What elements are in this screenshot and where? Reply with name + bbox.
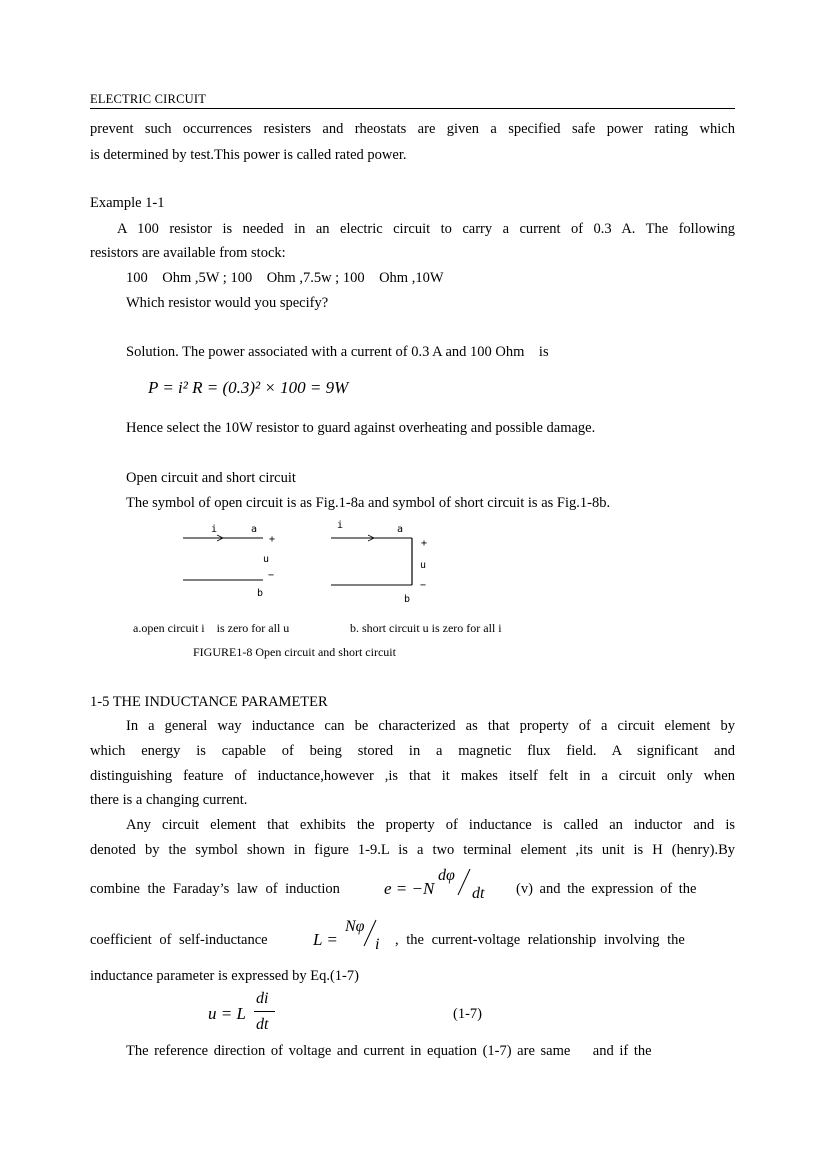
p2-line-5: inductance parameter is expressed by Eq.(1-7)	[90, 968, 359, 984]
open-label-a: a	[251, 524, 258, 535]
example-line-1: A 100 resistor is needed in an electric circuit to carry a current of 0.3 A. The following	[117, 221, 735, 237]
p2-line-2: denoted by the symbol shown in figure 1-9.L is a two terminal element ,its unit is H (henry).By	[90, 842, 735, 858]
open-label-b: b	[257, 588, 264, 599]
example-question: Which resistor would you specify?	[126, 295, 329, 311]
inductance-eq-numerator: Nφ	[345, 918, 365, 935]
eq-1-7-numerator: di	[256, 990, 269, 1007]
solution-line: Solution. The power associated with a current of 0.3 A and 100 Ohm is	[126, 344, 549, 360]
p1-line-2: which energy is capable of being stored in a magnetic flux field. A significant and	[90, 743, 735, 759]
example-line-2: resistors are available from stock:	[90, 245, 286, 261]
p1-line-3: distinguishing feature of inductance,however ,is that it makes itself felt in a circuit only when	[90, 768, 735, 784]
running-header: ELECTRIC CIRCUIT	[90, 92, 207, 106]
eq-1-7-lhs: u = L	[208, 1004, 246, 1023]
intro-line-1: prevent such occurrences resisters and rheostats are given a specified safe power rating which	[90, 121, 735, 137]
solution-conclusion: Hence select the 10W resistor to guard against overheating and possible damage.	[126, 420, 596, 436]
short-label-i: i	[337, 520, 344, 531]
p2-line-3a: combine the Faraday’s law of induction	[90, 881, 340, 897]
p1-line-4: there is a changing current.	[90, 792, 248, 808]
figure-caption-a: a.open circuit i is zero for all u	[133, 621, 290, 635]
open-label-u: u	[263, 554, 270, 565]
short-label-minus: −	[420, 580, 427, 591]
inductance-eq-lhs: L =	[313, 930, 338, 949]
section-title: 1-5 THE INDUCTANCE PARAMETER	[90, 694, 328, 710]
short-circuit-symbol	[331, 520, 427, 605]
p2-line-4b: , the current-voltage relationship involving the	[395, 932, 685, 948]
figure-caption-b: b. short circuit u is zero for all i	[350, 621, 502, 635]
open-label-plus: +	[269, 534, 276, 545]
p2-line-4a: coefficient of self-inductance	[90, 932, 268, 948]
open-label-i: i	[211, 524, 218, 535]
open-short-text: The symbol of open circuit is as Fig.1-8a and symbol of short circuit is as Fig.1-8b.	[126, 495, 611, 511]
eq-1-7-fraction-bar	[254, 1011, 275, 1012]
example-title: Example 1-1	[90, 195, 165, 211]
faraday-fraction-slash	[456, 868, 472, 896]
figure-1-8-diagram	[175, 518, 445, 608]
eq-1-7-tag: (1-7)	[453, 1006, 482, 1022]
open-short-title: Open circuit and short circuit	[126, 470, 296, 486]
faraday-eq-lhs: e = −N	[384, 879, 435, 898]
figure-caption: FIGURE1-8 Open circuit and short circuit	[193, 645, 396, 659]
short-label-a: a	[397, 524, 404, 535]
open-label-minus: −	[268, 570, 275, 581]
p1-line-1: In a general way inductance can be characterized as that property of a circuit element by	[126, 718, 735, 734]
short-label-plus: +	[421, 538, 428, 549]
faraday-eq-denominator: dt	[472, 885, 485, 902]
p3-line: The reference direction of voltage and current in equation (1-7) are same and if the	[126, 1043, 652, 1059]
example-options: 100 Ohm ,5W ; 100 Ohm ,7.5w ; 100 Ohm ,10W	[126, 270, 444, 286]
p2-line-3b: (v) and the expression of the	[516, 881, 697, 897]
short-label-b: b	[404, 594, 411, 605]
intro-line-2: is determined by test.This power is called rated power.	[90, 147, 407, 163]
power-equation: P = i² R = (0.3)² × 100 = 9W	[148, 378, 349, 397]
inductance-eq-denominator: i	[375, 936, 380, 953]
short-label-u: u	[420, 560, 427, 571]
header-rule	[90, 108, 735, 109]
p2-line-1: Any circuit element that exhibits the property of inductance is called an inductor and is	[126, 817, 735, 833]
open-circuit-symbol	[183, 524, 275, 599]
eq-1-7-denominator: dt	[256, 1016, 269, 1033]
faraday-eq-numerator: dφ	[438, 867, 455, 884]
